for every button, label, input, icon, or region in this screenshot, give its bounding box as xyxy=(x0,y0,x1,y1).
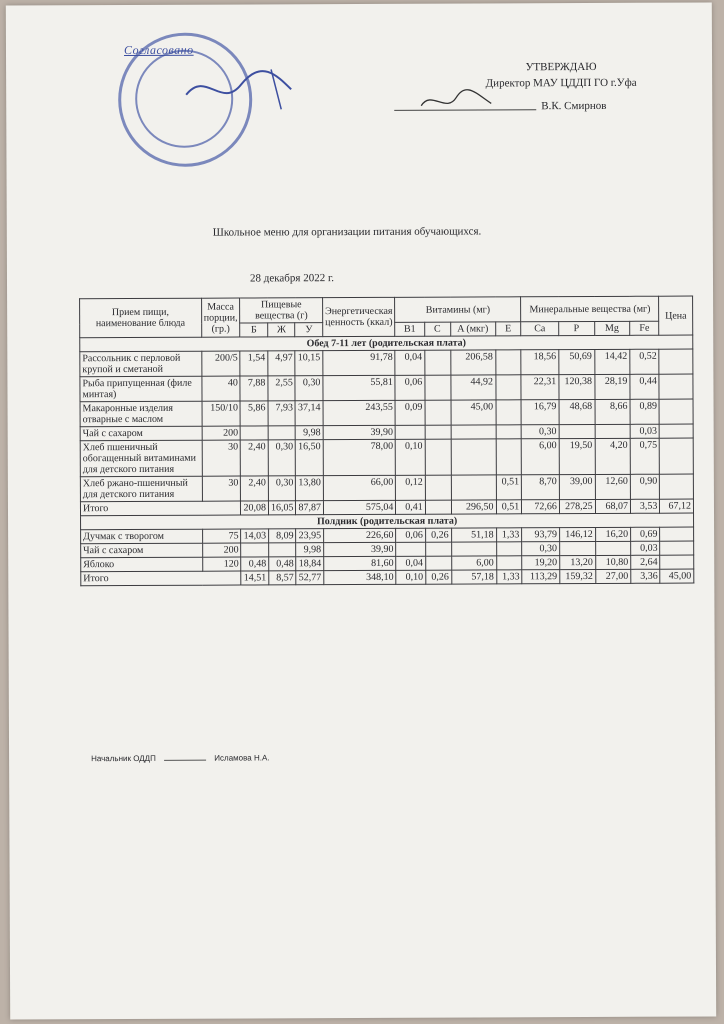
total-p: 159,32 xyxy=(560,569,596,583)
cell-ca: 0,30 xyxy=(521,425,559,439)
total-price: 67,12 xyxy=(660,499,694,513)
col-ca: Ca xyxy=(521,322,559,336)
cell-b1 xyxy=(396,542,425,556)
footer-label: Начальник ОДДП xyxy=(91,753,156,764)
total-price: 45,00 xyxy=(660,569,694,583)
menu-table-body xyxy=(80,335,694,586)
cell-mass: 120 xyxy=(202,557,241,571)
cell-b: 2,40 xyxy=(241,476,269,501)
col-c: C xyxy=(424,322,450,336)
dish-name: Хлеб пшеничный обогащенный витаминами для детского питания xyxy=(80,440,202,477)
cell-u: 10,15 xyxy=(295,351,323,376)
cell-a: 45,00 xyxy=(451,400,496,425)
cell-price xyxy=(659,374,693,399)
cell-mg: 10,80 xyxy=(595,555,630,569)
cell-price xyxy=(660,474,694,499)
cell-b1 xyxy=(396,425,425,439)
col-b1: B1 xyxy=(395,322,424,336)
cell-u: 23,95 xyxy=(296,529,324,543)
cell-e xyxy=(496,439,522,475)
menu-table xyxy=(79,296,694,587)
total-label: Итого xyxy=(80,501,241,516)
cell-b: 1,54 xyxy=(240,351,268,376)
total-energy: 575,04 xyxy=(323,500,395,514)
cell-b: 0,48 xyxy=(241,557,269,571)
cell-mg xyxy=(595,541,630,555)
cell-energy: 39,90 xyxy=(323,425,395,439)
cell-fe: 0,03 xyxy=(630,424,659,438)
cell-u: 13,80 xyxy=(296,476,324,501)
cell-c xyxy=(426,556,452,570)
director-signature xyxy=(416,87,496,115)
cell-mg: 28,19 xyxy=(594,374,629,399)
cell-energy: 243,55 xyxy=(323,400,396,425)
col-fe: Fe xyxy=(630,321,659,335)
cell-price xyxy=(659,349,693,374)
cell-energy: 55,81 xyxy=(323,375,396,400)
cell-price xyxy=(660,555,694,569)
cell-mass: 200 xyxy=(202,426,241,440)
stamp-signature xyxy=(181,64,301,115)
cell-b1: 0,04 xyxy=(395,350,425,375)
section-title: Полдник (родительская плата) xyxy=(81,513,694,530)
cell-b1: 0,04 xyxy=(396,556,425,570)
table-row xyxy=(80,349,693,377)
section-title: Обед 7-11 лет (родительская плата) xyxy=(80,335,693,352)
cell-c xyxy=(425,542,451,556)
total-b1: 0,10 xyxy=(396,570,425,584)
cell-mg xyxy=(595,424,630,438)
cell-price xyxy=(660,424,694,438)
cell-u: 37,14 xyxy=(295,401,323,426)
cell-b xyxy=(241,426,269,440)
cell-e xyxy=(496,556,522,570)
cell-b: 14,03 xyxy=(241,529,269,543)
cell-b1: 0,06 xyxy=(396,528,425,542)
total-mg: 27,00 xyxy=(595,569,630,583)
cell-mg: 12,60 xyxy=(595,474,630,499)
cell-fe: 0,90 xyxy=(630,474,660,499)
cell-b1: 0,12 xyxy=(396,475,426,500)
total-b: 20,08 xyxy=(241,501,269,515)
table-row xyxy=(80,374,693,402)
col-u: У xyxy=(295,323,323,337)
cell-a: 44,92 xyxy=(450,375,495,400)
cell-a xyxy=(451,425,496,439)
cell-ca: 0,30 xyxy=(522,542,560,556)
cell-ca: 22,31 xyxy=(521,375,559,400)
cell-c xyxy=(425,475,451,500)
total-ca: 72,66 xyxy=(522,500,560,514)
total-a: 57,18 xyxy=(451,570,496,584)
cell-p: 120,38 xyxy=(559,374,595,399)
cell-mass: 30 xyxy=(202,476,241,501)
col-nutrients: Пищевые вещества (г) xyxy=(240,298,323,323)
dish-name: Макаронные изделия отварные с маслом xyxy=(80,401,202,427)
cell-p: 146,12 xyxy=(559,527,595,541)
col-mass: Масса порции, (гр.) xyxy=(201,298,240,337)
total-b: 14,51 xyxy=(241,571,269,585)
total-c xyxy=(425,500,451,514)
total-u: 52,77 xyxy=(296,571,324,585)
cell-energy: 39,90 xyxy=(324,542,396,556)
cell-c: 0,26 xyxy=(425,528,451,542)
cell-zh: 0,30 xyxy=(268,476,296,501)
cell-p: 19,50 xyxy=(559,438,595,474)
cell-a xyxy=(451,542,496,556)
cell-b1: 0,09 xyxy=(395,400,425,425)
total-u: 87,87 xyxy=(296,501,324,515)
table-row xyxy=(80,399,693,427)
cell-ca: 93,79 xyxy=(522,528,560,542)
total-label: Итого xyxy=(81,571,242,586)
cell-energy: 78,00 xyxy=(323,439,396,475)
cell-p: 50,69 xyxy=(559,349,595,374)
cell-ca: 16,79 xyxy=(521,400,559,425)
cell-energy: 91,78 xyxy=(323,350,396,375)
document-date: 28 декабря 2022 г. xyxy=(249,272,334,285)
cell-energy: 226,60 xyxy=(324,528,396,542)
cell-fe: 0,89 xyxy=(630,399,660,424)
footer-name: Исламова Н.А. xyxy=(214,753,270,763)
table-row xyxy=(80,438,693,477)
cell-ca: 19,20 xyxy=(522,556,560,570)
col-energy: Энергетическая ценность (ккал) xyxy=(323,297,396,336)
col-minerals: Минеральные вещества (мг) xyxy=(521,296,659,322)
cell-zh: 0,48 xyxy=(269,557,297,571)
cell-mg: 14,42 xyxy=(594,349,629,374)
director-name: В.К. Смирнов xyxy=(541,99,607,113)
cell-u: 18,84 xyxy=(296,557,324,571)
col-zh: Ж xyxy=(268,323,296,337)
cell-e xyxy=(496,400,522,425)
cell-p: 39,00 xyxy=(559,474,595,499)
cell-e xyxy=(496,542,522,556)
col-mg: Mg xyxy=(594,321,629,335)
document-title: Школьное меню для организации питания обучающихся. xyxy=(212,225,482,239)
cell-e xyxy=(495,350,521,375)
cell-b1: 0,06 xyxy=(395,375,425,400)
cell-fe: 0,52 xyxy=(630,349,660,374)
total-c: 0,26 xyxy=(426,570,452,584)
cell-u: 9,98 xyxy=(296,543,324,557)
stamp-text: Согласовано xyxy=(123,42,194,58)
col-a: A (мкг) xyxy=(450,322,495,336)
cell-a xyxy=(451,475,496,500)
cell-ca: 6,00 xyxy=(521,439,559,475)
col-vitamins: Витамины (мг) xyxy=(395,297,521,323)
cell-ca: 18,56 xyxy=(521,350,559,375)
total-row xyxy=(81,569,694,586)
cell-mass: 200 xyxy=(202,543,241,557)
total-fe: 3,53 xyxy=(630,499,659,513)
cell-p: 13,20 xyxy=(560,555,596,569)
cell-zh: 4,97 xyxy=(268,351,296,376)
col-b: Б xyxy=(240,323,268,337)
cell-mass: 30 xyxy=(202,440,241,476)
cell-b: 2,40 xyxy=(241,440,269,476)
cell-zh: 0,30 xyxy=(268,440,296,476)
col-e: E xyxy=(495,322,521,336)
cell-p: 48,68 xyxy=(559,399,595,424)
cell-c xyxy=(425,375,451,400)
footer xyxy=(91,749,269,763)
cell-mass: 200/5 xyxy=(201,351,240,376)
total-p: 278,25 xyxy=(559,499,595,513)
cell-price xyxy=(660,438,694,474)
dish-name: Дучмак с творогом xyxy=(81,529,203,544)
cell-mg: 16,20 xyxy=(595,527,630,541)
dish-name: Рыба припущенная (филе минтая) xyxy=(80,376,202,402)
total-ca: 113,29 xyxy=(522,570,560,584)
total-energy: 348,10 xyxy=(324,570,396,584)
cell-mg: 4,20 xyxy=(595,438,631,474)
cell-e xyxy=(496,425,522,439)
cell-b: 5,86 xyxy=(240,401,268,426)
cell-zh: 2,55 xyxy=(268,376,296,401)
total-mg: 68,07 xyxy=(595,499,630,513)
cell-u: 0,30 xyxy=(295,376,323,401)
total-a: 296,50 xyxy=(451,500,496,514)
approval-title: УТВЕРЖДАЮ xyxy=(525,60,597,74)
cell-mass: 150/10 xyxy=(202,401,241,426)
dish-name: Чай с сахаром xyxy=(81,543,203,558)
cell-b1: 0,10 xyxy=(396,439,426,475)
cell-energy: 81,60 xyxy=(324,556,396,570)
total-b1: 0,41 xyxy=(396,500,425,514)
cell-fe: 0,03 xyxy=(631,541,660,555)
total-fe: 3,36 xyxy=(631,569,660,583)
cell-zh xyxy=(268,426,296,440)
cell-c xyxy=(425,439,451,475)
cell-u: 16,50 xyxy=(296,440,324,476)
cell-p xyxy=(559,424,595,438)
cell-p xyxy=(559,541,595,555)
cell-fe: 2,64 xyxy=(631,555,660,569)
cell-price xyxy=(660,527,694,541)
approval-position: Директор МАУ ЦДДП ГО г.Уфа xyxy=(485,76,637,90)
total-zh: 8,57 xyxy=(269,571,297,585)
col-p: P xyxy=(559,321,595,335)
table-row xyxy=(80,474,693,502)
cell-energy: 66,00 xyxy=(323,475,396,500)
cell-b: 7,88 xyxy=(240,376,268,401)
cell-e: 0,51 xyxy=(496,475,522,500)
total-e: 0,51 xyxy=(496,500,522,514)
cell-a xyxy=(451,439,496,475)
cell-mg: 8,66 xyxy=(595,399,630,424)
cell-a: 206,58 xyxy=(450,350,495,375)
cell-a: 6,00 xyxy=(451,556,496,570)
cell-mass: 75 xyxy=(202,529,241,543)
cell-c xyxy=(425,400,451,425)
dish-name: Чай с сахаром xyxy=(80,426,202,441)
header-row-1 xyxy=(80,296,693,324)
col-price: Цена xyxy=(659,296,693,335)
cell-u: 9,98 xyxy=(296,426,324,440)
cell-zh: 7,93 xyxy=(268,401,296,426)
cell-zh xyxy=(269,543,297,557)
cell-a: 51,18 xyxy=(451,528,496,542)
dish-name: Хлеб ржано-пшеничный для детского питания xyxy=(80,476,202,502)
cell-mass: 40 xyxy=(201,376,240,401)
document-sheet xyxy=(6,2,716,1019)
cell-c xyxy=(425,425,451,439)
cell-c xyxy=(425,350,451,375)
cell-ca: 8,70 xyxy=(522,475,560,500)
footer-signature xyxy=(164,750,206,761)
total-zh: 16,05 xyxy=(268,501,296,515)
cell-fe: 0,75 xyxy=(630,438,660,474)
cell-e: 1,33 xyxy=(496,528,522,542)
cell-price xyxy=(659,399,693,424)
total-e: 1,33 xyxy=(496,570,522,584)
cell-fe: 0,44 xyxy=(630,374,660,399)
cell-b xyxy=(241,543,269,557)
dish-name: Рассольник с перловой крупой и сметаной xyxy=(80,351,202,377)
dish-name: Яблоко xyxy=(81,557,203,572)
cell-fe: 0,69 xyxy=(631,527,660,541)
col-meal: Прием пищи, наименование блюда xyxy=(80,298,202,338)
cell-price xyxy=(660,541,694,555)
cell-zh: 8,09 xyxy=(269,529,297,543)
cell-e xyxy=(495,375,521,400)
